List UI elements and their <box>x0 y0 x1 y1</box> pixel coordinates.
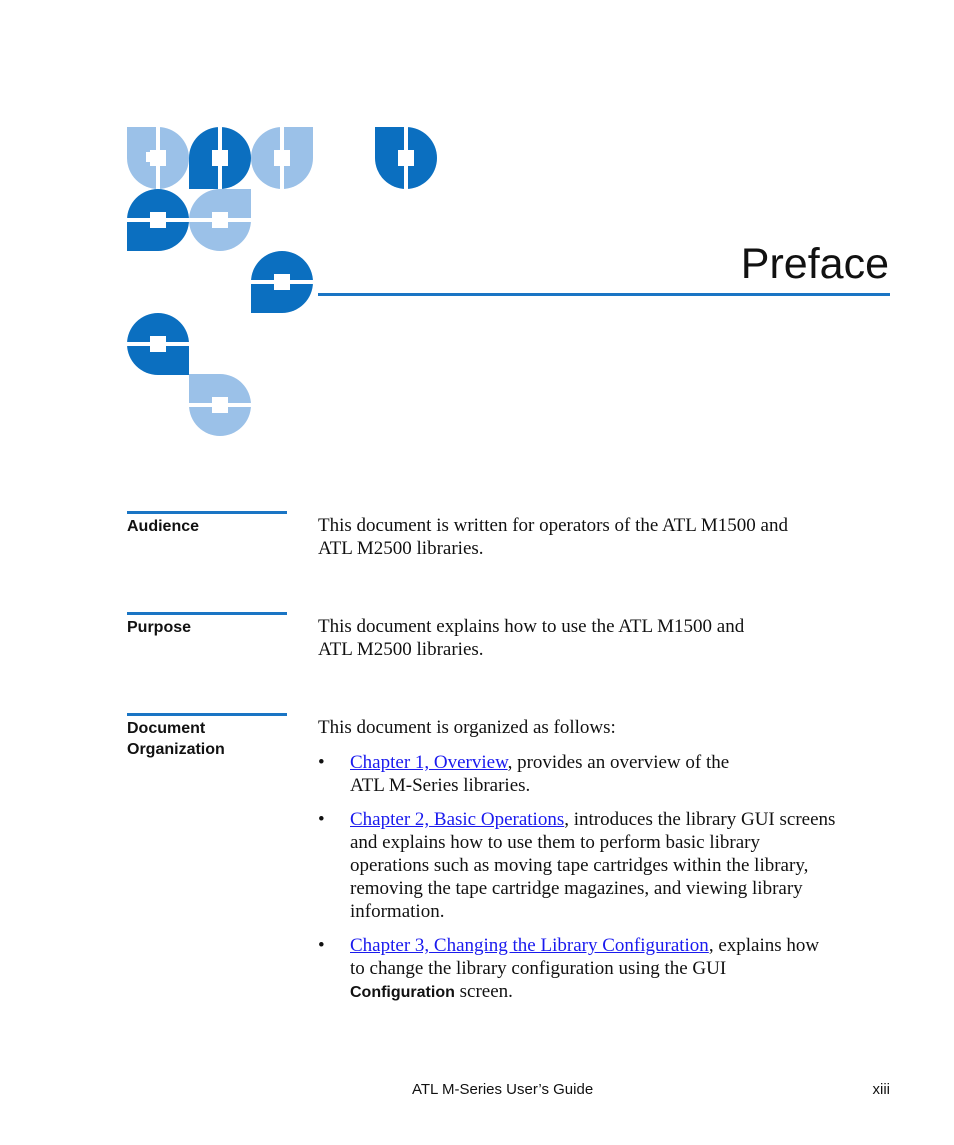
list-item <box>318 751 890 797</box>
section-divider <box>127 511 287 514</box>
body-line: This document explains how to use the ATL M1500 and <box>318 616 745 637</box>
title-divider <box>318 293 890 296</box>
chapter-1-link[interactable]: Chapter 1, Overview <box>350 752 508 773</box>
chapter-2-link[interactable]: Chapter 2, Basic Operations <box>350 809 565 830</box>
item-text: and explains how to use them to perform basic library <box>350 832 760 853</box>
page-title: Preface <box>740 240 889 288</box>
item-text: , introduces the library GUI screens <box>564 809 836 830</box>
section-heading <box>127 718 297 760</box>
body-line: This document is written for operators of the ATL M1500 and <box>318 515 788 536</box>
body-line: ATL M2500 libraries. <box>318 538 484 559</box>
quantum-logo-pattern-icon <box>0 0 460 450</box>
chapter-list <box>318 751 890 1004</box>
heading-line: Organization <box>127 741 225 758</box>
bullet-icon: • <box>318 935 325 956</box>
chapter-3-link[interactable]: Chapter 3, Changing the Library Configuration <box>350 935 709 956</box>
section-body <box>318 615 890 661</box>
item-text: operations such as moving tape cartridges within the library, <box>350 855 809 876</box>
item-text: removing the tape cartridge magazines, and viewing library <box>350 878 803 899</box>
heading-line: Document <box>127 720 206 737</box>
item-text: to change the library configuration using the GUI <box>350 958 727 979</box>
list-item <box>318 808 890 923</box>
section-divider <box>127 612 287 615</box>
item-text: information. <box>350 901 445 922</box>
item-text: , explains how <box>708 935 820 956</box>
section-heading: Purpose <box>127 619 192 636</box>
list-item <box>318 934 890 1004</box>
section-body <box>318 514 890 560</box>
section-divider <box>127 713 287 716</box>
item-text: , provides an overview of the <box>507 752 730 773</box>
item-text: screen. <box>454 981 513 1002</box>
bullet-icon: • <box>318 752 325 773</box>
item-text: ATL M-Series libraries. <box>350 775 531 796</box>
footer-guide-title: ATL M-Series User’s Guide <box>412 1081 594 1098</box>
ui-term: Configuration <box>350 984 455 1001</box>
page-number: xiii <box>872 1081 890 1098</box>
section-body <box>318 716 890 1015</box>
bullet-icon: • <box>318 809 325 830</box>
body-line: ATL M2500 libraries. <box>318 639 484 660</box>
section-heading: Audience <box>127 518 200 535</box>
intro-text: This document is organized as follows: <box>318 717 616 738</box>
